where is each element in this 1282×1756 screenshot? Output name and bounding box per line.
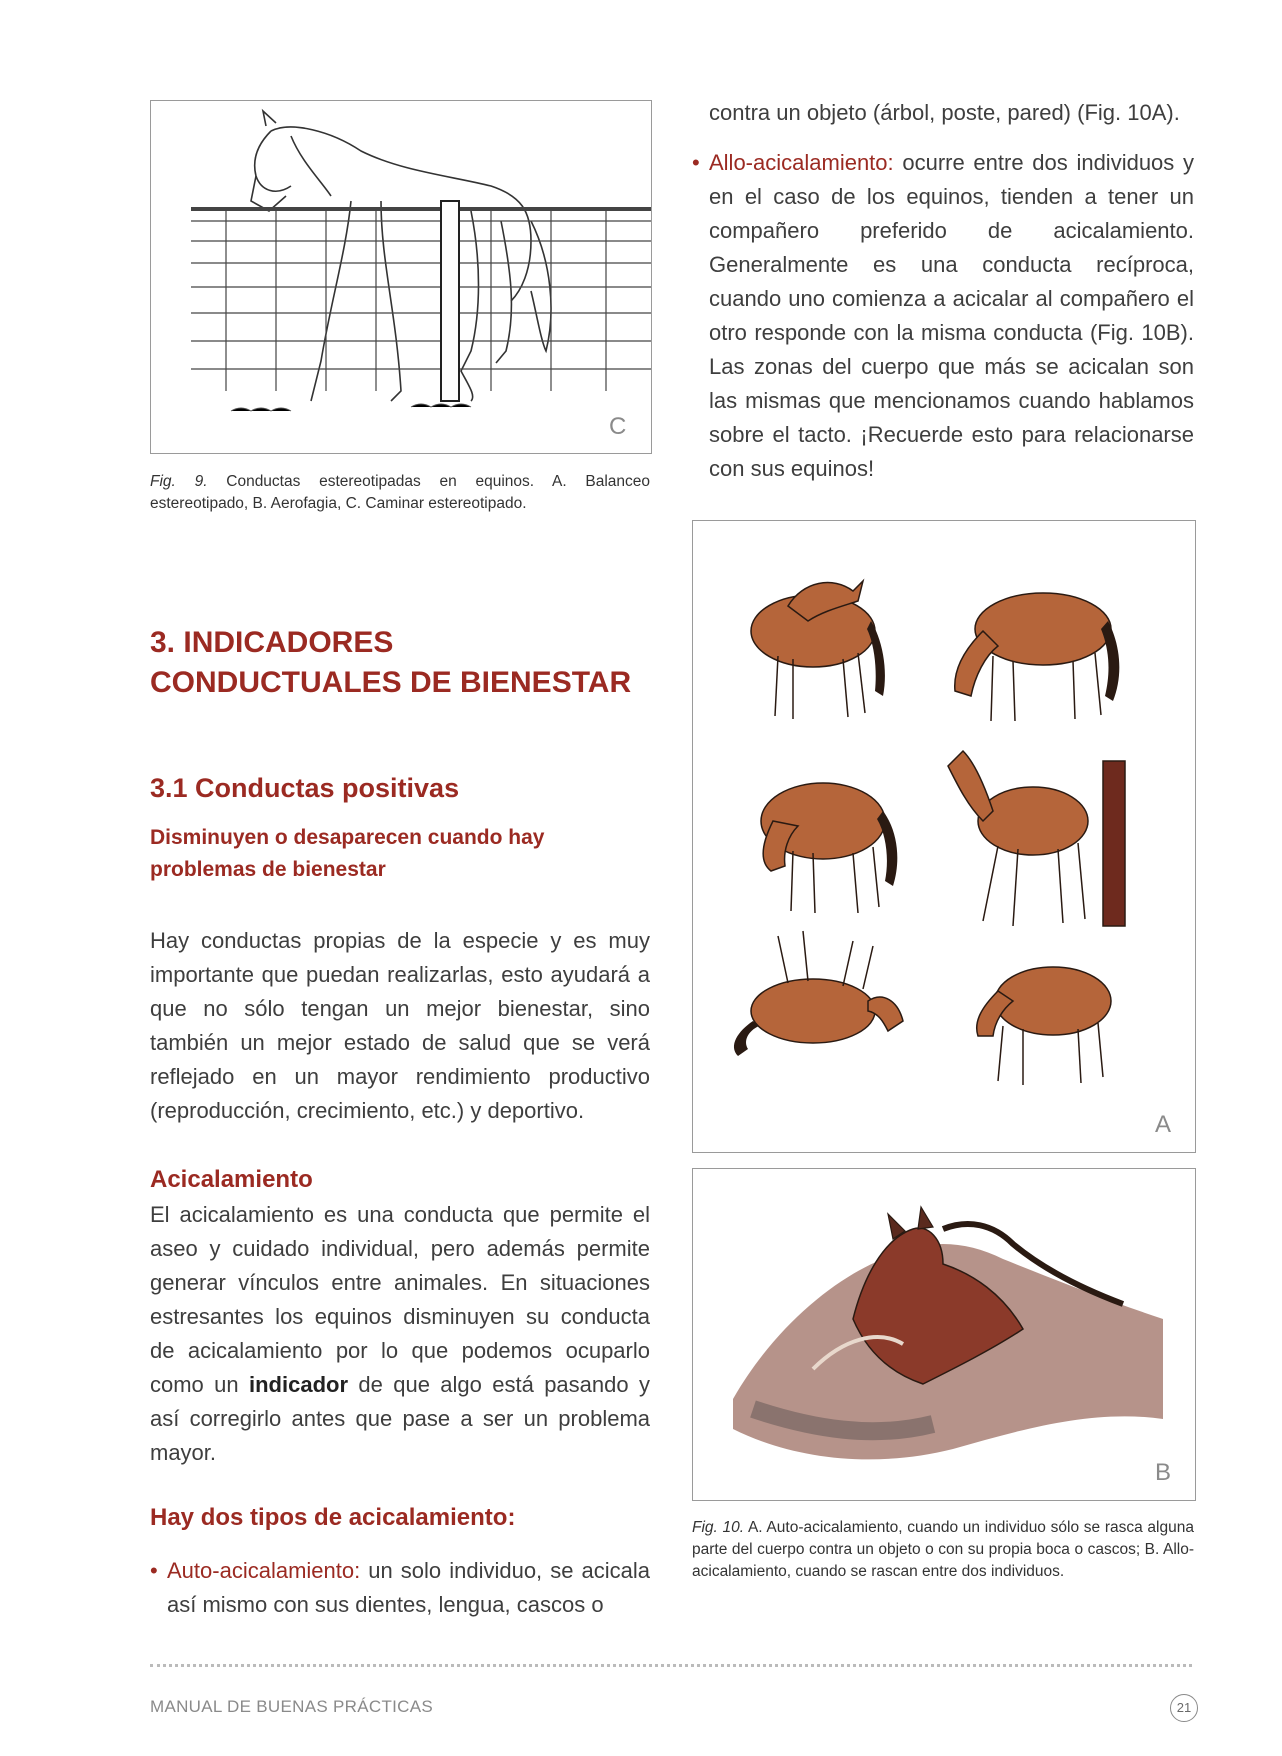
fig10a-image (692, 520, 1196, 1153)
types-heading: Hay dos tipos de acicalamiento: (150, 1504, 516, 1531)
bullet-allo-term: Allo-acicalamiento: (709, 150, 894, 175)
fig10b-image (692, 1168, 1196, 1501)
horses-self-grooming-illustration (693, 521, 1195, 1152)
continuation-line: contra un objeto (árbol, poste, pared) (Fig. 10A). (709, 100, 1180, 125)
acic-text-before: El acicalamiento es una conducta que permite el aseo y cuidado individual, pero además permite generar vínculos entre animales. En situaciones estresantes los equinos disminuyen su conducta de acicalamiento por lo que podemos ocuparlo como un (150, 1202, 650, 1397)
bullet-allo (692, 146, 1194, 486)
acicalamiento-heading: Acicalamiento (150, 1166, 313, 1193)
fig10-caption-text: A. Auto-acicalamiento, cuando un individuo sólo se rasca alguna parte del cuerpo contra un objeto o con su propia boca o cascos; B. Allo-acicalamiento, cuando se rascan entre dos individuos. (692, 1519, 1194, 1580)
bullet-auto-container (150, 1554, 650, 1622)
right-top-text (692, 96, 1194, 486)
bullet-auto-text: un solo individuo, se acicala así mismo con sus dientes, lengua, cascos o (167, 1558, 650, 1617)
intro-paragraph: Hay conductas propias de la especie y es muy importante que puedan realizarlas, esto ayudará a que no sólo tengan un mejor bienestar, sino también un mejor estado de salud que se verá reflejado en un mayor rendimiento productivo (reproducción, crecimiento, etc.) y deportivo. (150, 928, 650, 1123)
acic-bold: indicador (249, 1372, 349, 1397)
fig10-caption (692, 1517, 1194, 1583)
section-title (150, 623, 670, 703)
fig9-caption-label: Fig. 9. (150, 473, 208, 490)
section-title-line2: CONDUCTUALES DE BIENESTAR (150, 666, 632, 699)
bullet-allo-text: ocurre entre dos individuos y en el caso de los equinos, tienden a tener un compañero preferido de acicalamiento. Generalmente es una conducta recíproca, cuando uno comienza a acicalar al compañero el otro responde con la misma conducta (Fig. 10B). Las zonas del cuerpo que más se acicalan son las mismas que mencionamos cuando hablamos sobre el tacto. ¡Recuerde esto para relacionarse con sus equinos! (709, 150, 1194, 481)
horse-fence-sketch (151, 101, 651, 453)
fig10a-letter: A (1155, 1111, 1172, 1138)
fig9-image (150, 100, 652, 454)
horses-mutual-grooming-illustration (693, 1169, 1195, 1500)
footer-title: MANUAL DE BUENAS PRÁCTICAS (150, 1697, 434, 1716)
page-number: 21 (1170, 1694, 1198, 1722)
subsection-title: 3.1 Conductas positivas (150, 773, 460, 803)
footer-divider (150, 1664, 1192, 1667)
fig10b-letter: B (1155, 1459, 1172, 1486)
acicalamiento-paragraph (150, 1198, 650, 1470)
fig10-caption-label: Fig. 10. (692, 1519, 745, 1536)
acic-text-after: de que algo está pasando y así corregirlo antes que pase a ser un problema mayor. (150, 1372, 650, 1465)
subsubsection-title: Disminuyen o desaparecen cuando hay problemas de bienestar (150, 826, 545, 881)
fig9-caption-text: Conductas estereotipadas en equinos. A. Balanceo estereotipado, B. Aerofagia, C. Caminar estereotipado. (150, 473, 651, 512)
bullet-auto-term: Auto-acicalamiento: (167, 1558, 361, 1583)
fig9-caption (150, 471, 650, 515)
bullet-auto (150, 1554, 650, 1622)
fig9-letter: C (609, 413, 627, 440)
section-title-line1: 3. INDICADORES (150, 626, 394, 659)
bullet-dot: • (150, 1558, 158, 1583)
bullet-dot: • (692, 150, 700, 175)
